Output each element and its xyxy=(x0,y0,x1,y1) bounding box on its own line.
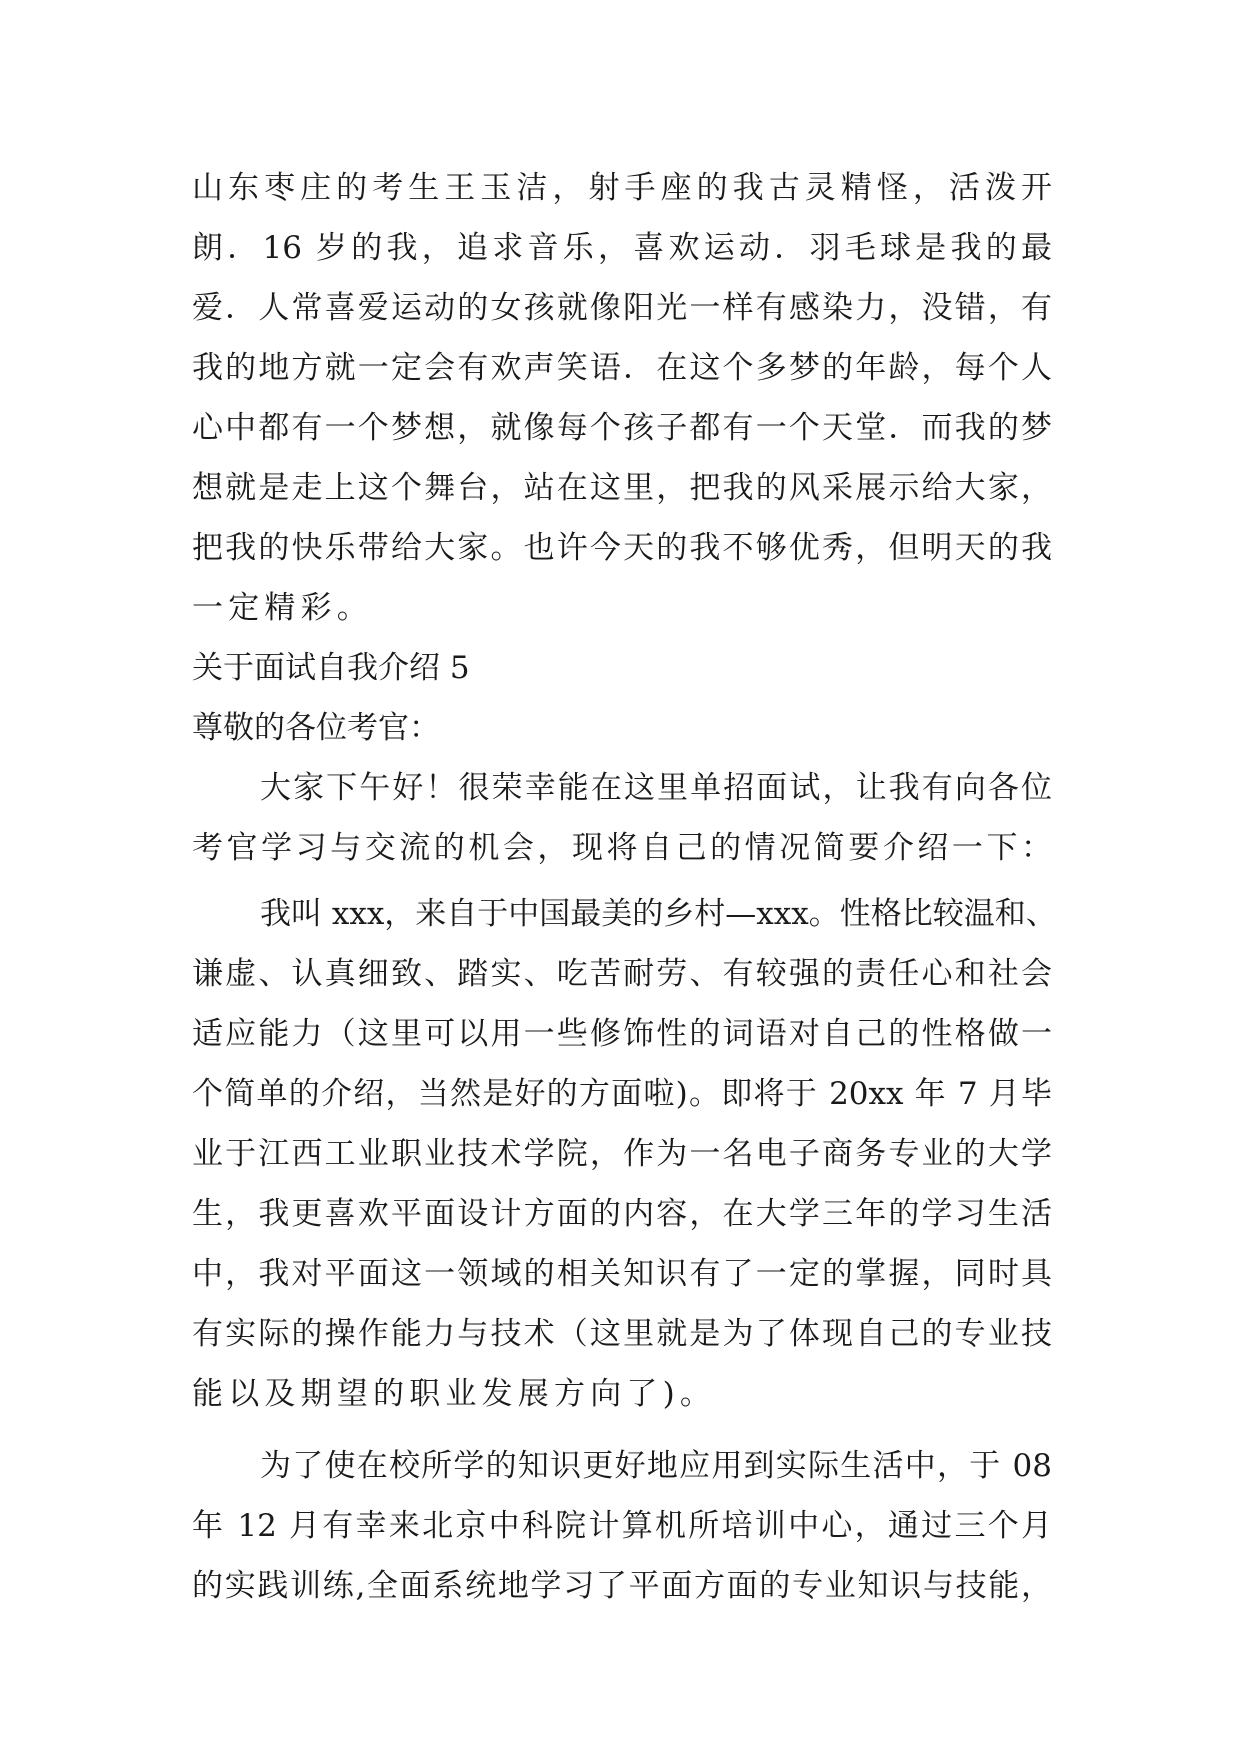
paragraph-line: 有实际的操作能力与技术（这里就是为了体现自己的专业技 xyxy=(192,1316,1052,1352)
paragraph-line: 年 12 月有幸来北京中科院计算机所培训中心，通过三个月 xyxy=(192,1508,1052,1544)
paragraph-line: 山东枣庄的考生王玉洁，射手座的我古灵精怪，活泼开 xyxy=(192,170,1052,206)
paragraph-line: 大家下午好！很荣幸能在这里单招面试，让我有向各位 xyxy=(260,770,1052,806)
paragraph-line: 谦虚、认真细致、踏实、吃苦耐劳、有较强的责任心和社会 xyxy=(192,956,1052,992)
paragraph-line: 把我的快乐带给大家。也许今天的我不够优秀，但明天的我 xyxy=(192,530,1052,566)
paragraph-4 xyxy=(192,1436,1052,1616)
paragraph-3 xyxy=(192,884,1057,1424)
paragraph-line: 生，我更喜欢平面设计方面的内容，在大学三年的学习生活 xyxy=(192,1196,1052,1232)
paragraph-line: 我的地方就一定会有欢声笑语．在这个多梦的年龄，每个人 xyxy=(192,350,1052,386)
paragraph-line: 业于江西工业职业技术学院，作为一名电子商务专业的大学 xyxy=(192,1136,1052,1172)
paragraph-line: 中，我对平面这一领域的相关知识有了一定的掌握，同时具 xyxy=(192,1256,1052,1292)
paragraph-line: 想就是走上这个舞台，站在这里，把我的风采展示给大家， xyxy=(192,470,1052,506)
paragraph-line: 为了使在校所学的知识更好地应用到实际生活中，于 08 xyxy=(260,1448,1052,1484)
paragraph-line: 能以及期望的职业发展方向了)。 xyxy=(192,1376,717,1412)
paragraph-line: 一定精彩。 xyxy=(192,590,373,626)
paragraph-line: 的实践训练,全面系统地学习了平面方面的专业知识与技能， xyxy=(192,1568,1052,1604)
paragraph-line: 考官学习与交流的机会，现将自己的情况简要介绍一下： xyxy=(192,830,1052,866)
paragraph-line: 爱．人常喜爱运动的女孩就像阳光一样有感染力，没错，有 xyxy=(192,290,1052,326)
paragraph-line: 适应能力（这里可以用一些修饰性的词语对自己的性格做一 xyxy=(192,1016,1052,1052)
document-body xyxy=(192,158,1057,1616)
paragraph-line: 我叫 xxx，来自于中国最美的乡村—xxx。性格比较温和、 xyxy=(260,896,1057,932)
paragraph-line: 心中都有一个梦想，就像每个孩子都有一个天堂．而我的梦 xyxy=(192,410,1052,446)
paragraph-2 xyxy=(192,758,1052,878)
section-heading: 关于面试自我介绍 5 xyxy=(192,650,470,686)
salutation: 尊敬的各位考官： xyxy=(192,710,440,746)
paragraph-1 xyxy=(192,158,1052,638)
paragraph-line: 个简单的介绍，当然是好的方面啦)。即将于 20xx 年 7 月毕 xyxy=(192,1076,1052,1112)
paragraph-line: 朗．16 岁的我，追求音乐，喜欢运动．羽毛球是我的最 xyxy=(192,230,1052,266)
